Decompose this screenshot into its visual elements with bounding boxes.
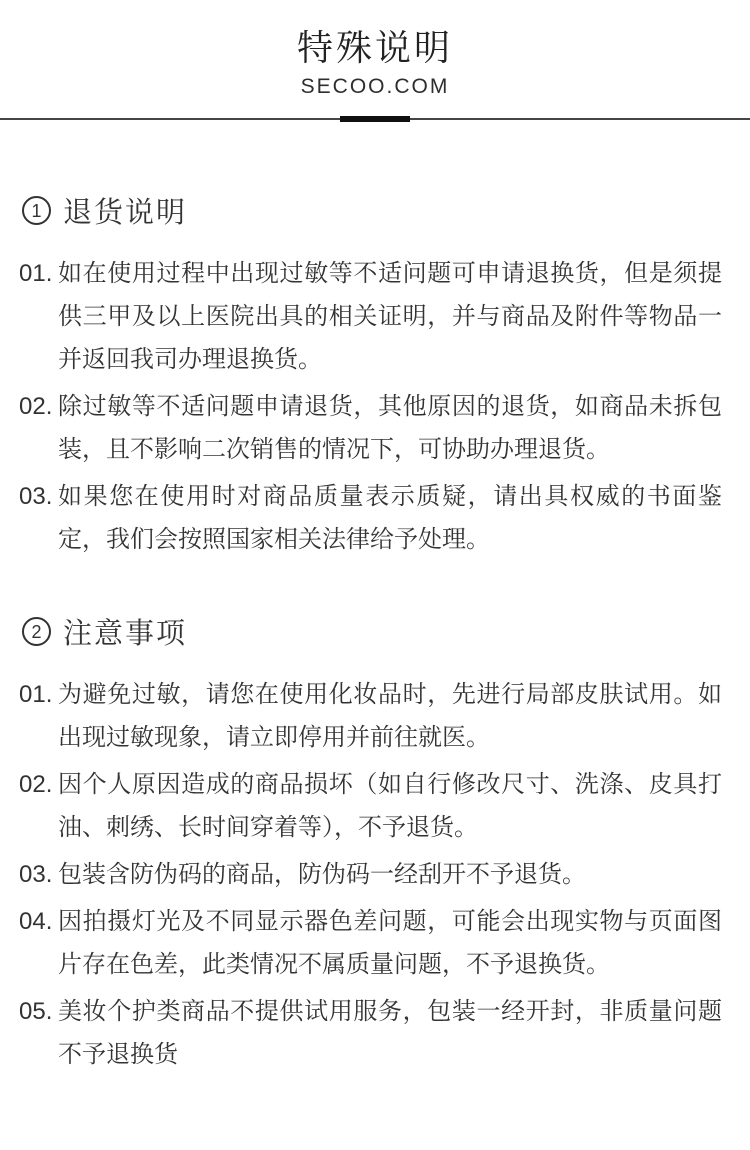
item-number: 03. [19, 861, 53, 888]
list-item [19, 853, 722, 896]
item-text: 美妆个护类商品不提供试用服务，包装一经开封，非质量问题不予退换货 [58, 998, 722, 1068]
item-text: 因拍摄灯光及不同显示器色差问题，可能会出现实物与页面图片存在色差，此类情况不属质量问题，不予退换货。 [58, 908, 722, 978]
section-items [19, 252, 722, 561]
sections-container [0, 190, 750, 1076]
divider-accent [340, 116, 410, 122]
item-number: 03. [19, 483, 53, 510]
section-heading-text: 退货说明 [63, 197, 188, 229]
item-text: 如果您在使用时对商品质量表示质疑，请出具权威的书面鉴定，我们会按照国家相关法律给予处理。 [58, 483, 722, 553]
page-title: 特殊说明 [296, 27, 453, 68]
list-item [19, 385, 722, 471]
brand-text: SECOO.COM [300, 75, 450, 98]
item-text: 为避免过敏，请您在使用化妆品时，先进行局部皮肤试用。如出现过敏现象，请立即停用并前往就医。 [58, 681, 722, 751]
list-item [19, 990, 722, 1076]
item-number: 02. [19, 393, 53, 420]
list-item [19, 475, 722, 561]
list-item [19, 252, 722, 381]
item-number: 04. [19, 908, 53, 935]
item-number: 01. [19, 681, 53, 708]
header-divider [0, 116, 750, 122]
section [19, 611, 722, 1076]
item-number: 01. [19, 260, 53, 287]
item-text: 除过敏等不适问题申请退货，其他原因的退货，如商品未拆包装，且不影响二次销售的情况下，可协助办理退货。 [58, 393, 722, 463]
section-heading [19, 190, 722, 231]
section-heading [19, 611, 722, 652]
section-number-badge: 2 [22, 617, 51, 646]
item-text: 如在使用过程中出现过敏等不适问题可申请退换货，但是须提供三甲及以上医院出具的相关证明，并与商品及附件等物品一并返回我司办理退换货。 [58, 260, 722, 373]
section [19, 190, 722, 561]
item-number: 02. [19, 771, 53, 798]
list-item [19, 900, 722, 986]
item-number: 05. [19, 998, 53, 1025]
section-number-badge: 1 [22, 196, 51, 225]
section-heading-text: 注意事项 [63, 618, 188, 650]
list-item [19, 673, 722, 759]
item-text: 因个人原因造成的商品损坏（如自行修改尺寸、洗涤、皮具打油、刺绣、长时间穿着等），不予退货。 [58, 771, 722, 841]
page-header [0, 0, 750, 98]
section-items [19, 673, 722, 1076]
list-item [19, 763, 722, 849]
item-text: 包装含防伪码的商品，防伪码一经刮开不予退货。 [58, 861, 586, 888]
